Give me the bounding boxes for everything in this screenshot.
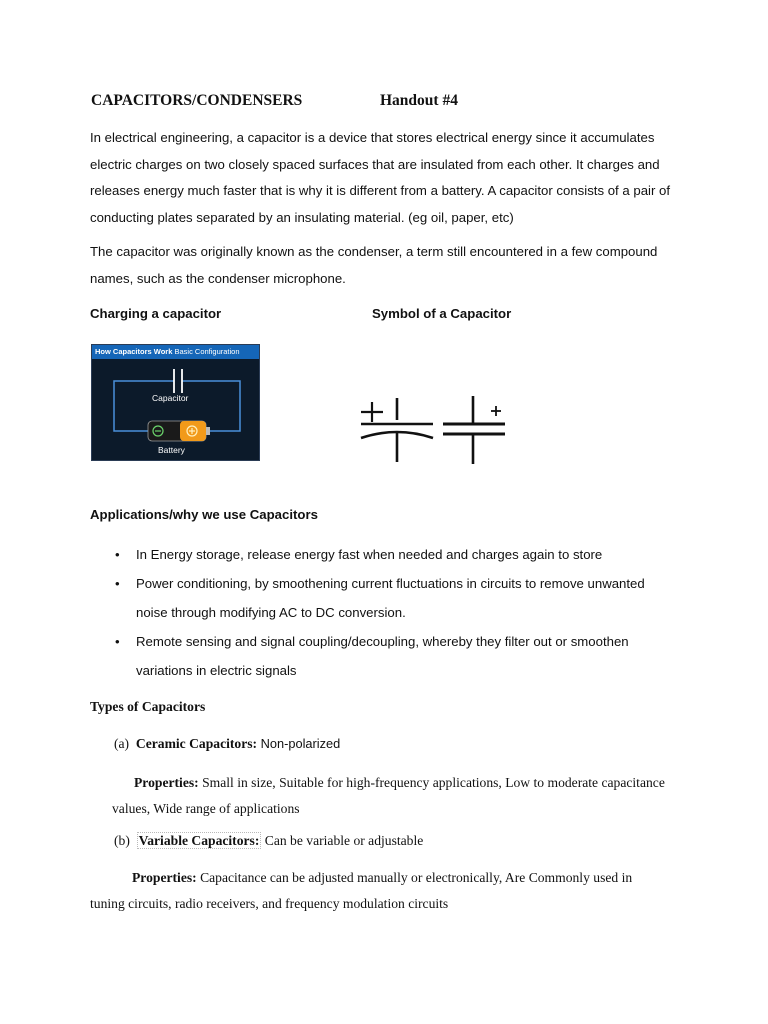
- diagram-title-bar: How Capacitors Work Basic Configuration: [92, 345, 259, 359]
- capacitor-battery-diagram: [91, 344, 260, 461]
- list-item: • Power conditioning, by smoothening current fluctuations in circuits to remove unwanted noise through modifying AC to DC conversion.: [115, 576, 645, 620]
- capacitor-label: Capacitor: [152, 393, 189, 403]
- list-item: • Remote sensing and signal coupling/decoupling, whereby they filter out or smoothen variations in electric signals: [115, 634, 629, 678]
- ceramic-name: Ceramic Capacitors:: [135, 736, 258, 751]
- circuit-drawing: [92, 345, 260, 461]
- battery-label: Battery: [158, 445, 185, 455]
- type-item-ceramic: (a) Ceramic Capacitors: Non-polarized: [114, 736, 341, 751]
- variable-properties: Properties: Capacitance can be adjusted manually or electronically, Are Commonly used in tuning circuits, radio receivers, and frequency modulation circuits: [90, 870, 633, 911]
- intro-paragraph-1: In electrical engineering, a capacitor is a device that stores electrical energy since it accumulates electric charges on two closely spaced surfaces that are insulated from each other. It charges and releases energy much faster that is why it is different from a battery. A capacitor consists of a pair of conducting plates separated by an insulating material. (eg oil, paper, etc): [90, 130, 671, 225]
- capacitor-symbol-curved: [361, 398, 433, 462]
- variable-name: Variable Capacitors:: [138, 833, 260, 848]
- list-item: • In Energy storage, release energy fast when needed and charges again to store: [115, 547, 603, 562]
- capacitor-symbol-polarized: [443, 396, 505, 464]
- ceramic-properties: Properties: Small in size, Suitable for high-frequency applications, Low to moderate capacitance values, Wide range of applications: [112, 775, 665, 816]
- page-title-row: [91, 92, 458, 110]
- page-title: CAPACITORS/CONDENSERS: [91, 92, 303, 109]
- applications-list: [115, 540, 675, 685]
- applications-heading: Applications/why we use Capacitors: [90, 507, 318, 522]
- charging-heading: Charging a capacitor: [90, 306, 222, 321]
- types-heading: Types of Capacitors: [90, 699, 206, 714]
- type-item-variable: (b) Variable Capacitors: Can be variable or adjustable: [114, 833, 424, 848]
- capacitor-symbols: [345, 378, 565, 478]
- handout-number: Handout #4: [380, 92, 458, 109]
- intro-paragraph-2: The capacitor was originally known as the condenser, a term still encountered in a few compound names, such as the condenser microphone.: [90, 244, 658, 286]
- symbol-heading: Symbol of a Capacitor: [372, 306, 512, 321]
